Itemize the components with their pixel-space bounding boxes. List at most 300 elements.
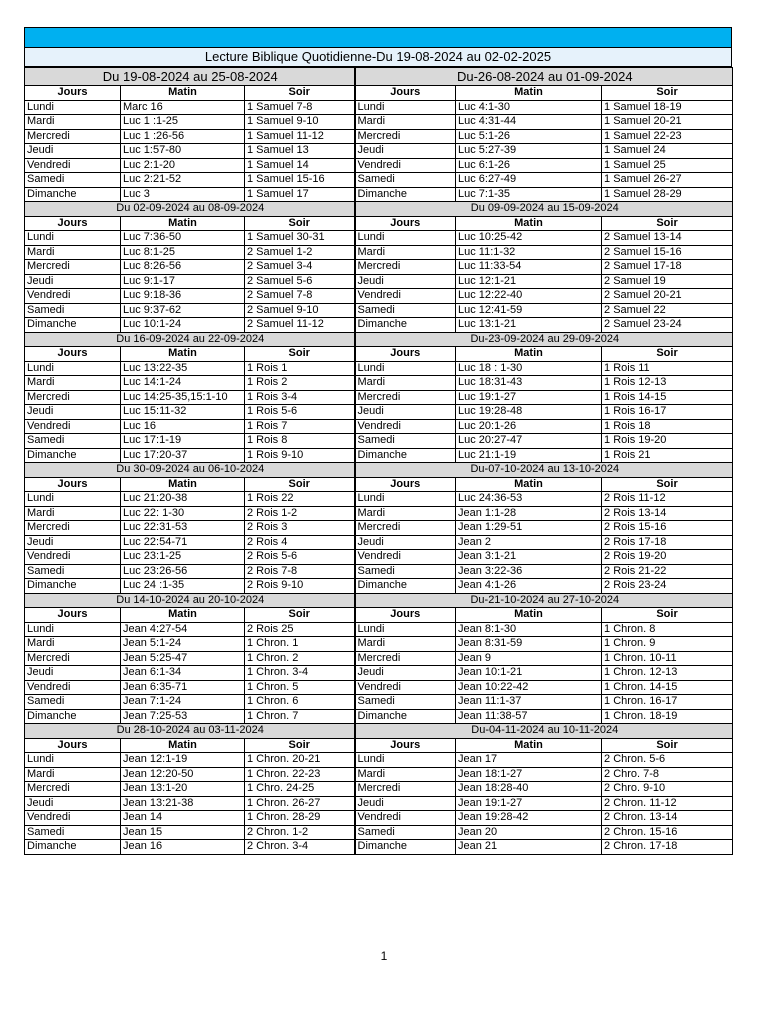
evening-reading-cell: 2 Rois 21-22 [602, 564, 733, 579]
table-row [25, 318, 733, 333]
evening-reading-cell: 1 Rois 9-10 [245, 448, 355, 463]
morning-reading-cell: Luc 13:22-35 [121, 361, 245, 376]
day-cell: Samedi [25, 434, 121, 449]
evening-reading-cell: 1 Chro. 24-25 [245, 782, 355, 797]
table-row [25, 129, 733, 144]
column-header-morning: Matin [456, 86, 602, 101]
day-cell: Samedi [25, 564, 121, 579]
evening-reading-cell: 1 Samuel 7-8 [245, 100, 355, 115]
evening-reading-cell: 1 Samuel 18-19 [602, 100, 733, 115]
day-cell: Samedi [355, 564, 456, 579]
day-cell: Lundi [25, 753, 121, 768]
evening-reading-cell: 1 Chron. 18-19 [602, 709, 733, 724]
morning-reading-cell: Luc 22:31-53 [121, 521, 245, 536]
morning-reading-cell: Marc 16 [121, 100, 245, 115]
table-row [25, 535, 733, 550]
day-cell: Vendredi [355, 419, 456, 434]
day-cell: Jeudi [25, 405, 121, 420]
evening-reading-cell: 2 Chro. 7-8 [602, 767, 733, 782]
column-header-days: Jours [25, 477, 121, 492]
morning-reading-cell: Luc 21:20-38 [121, 492, 245, 507]
column-header-evening: Soir [245, 477, 355, 492]
evening-reading-cell: 2 Samuel 11-12 [245, 318, 355, 333]
day-cell: Dimanche [355, 187, 456, 202]
schedule-table [24, 67, 733, 855]
evening-reading-cell: 2 Rois 4 [245, 535, 355, 550]
evening-reading-cell: 1 Rois 12-13 [602, 376, 733, 391]
morning-reading-cell: Jean 18:1-27 [456, 767, 602, 782]
morning-reading-cell: Luc 19:28-48 [456, 405, 602, 420]
table-row [25, 796, 733, 811]
day-cell: Dimanche [25, 318, 121, 333]
morning-reading-cell: Jean 12:20-50 [121, 767, 245, 782]
day-cell: Jeudi [25, 666, 121, 681]
day-cell: Jeudi [25, 274, 121, 289]
day-cell: Vendredi [355, 550, 456, 565]
evening-reading-cell: 1 Chron. 6 [245, 695, 355, 710]
morning-reading-cell: Jean 8:31-59 [456, 637, 602, 652]
morning-reading-cell: Luc 1:57-80 [121, 144, 245, 159]
column-header-row [25, 86, 733, 101]
day-cell: Lundi [25, 100, 121, 115]
day-cell: Mercredi [355, 782, 456, 797]
day-cell: Lundi [25, 622, 121, 637]
evening-reading-cell: 2 Rois 7-8 [245, 564, 355, 579]
column-header-days: Jours [355, 477, 456, 492]
day-cell: Jeudi [355, 144, 456, 159]
column-header-morning: Matin [121, 86, 245, 101]
day-cell: Mardi [25, 376, 121, 391]
morning-reading-cell: Luc 23:26-56 [121, 564, 245, 579]
morning-reading-cell: Luc 12:41-59 [456, 303, 602, 318]
table-row [25, 564, 733, 579]
evening-reading-cell: 2 Rois 25 [245, 622, 355, 637]
morning-reading-cell: Jean 2 [456, 535, 602, 550]
morning-reading-cell: Luc 5:1-26 [456, 129, 602, 144]
column-header-evening: Soir [602, 477, 733, 492]
morning-reading-cell: Jean 3:22-36 [456, 564, 602, 579]
morning-reading-cell: Jean 1:1-28 [456, 506, 602, 521]
morning-reading-cell: Jean 16 [121, 840, 245, 855]
day-cell: Vendredi [25, 419, 121, 434]
morning-reading-cell: Luc 1 :26-56 [121, 129, 245, 144]
evening-reading-cell: 1 Samuel 30-31 [245, 231, 355, 246]
column-header-row [25, 347, 733, 362]
morning-reading-cell: Jean 10:22-42 [456, 680, 602, 695]
week-range-label: Du-23-09-2024 au 29-09-2024 [355, 332, 733, 347]
morning-reading-cell: Jean 18:28-40 [456, 782, 602, 797]
table-row [25, 651, 733, 666]
evening-reading-cell: 1 Samuel 17 [245, 187, 355, 202]
column-header-evening: Soir [245, 216, 355, 231]
day-cell: Dimanche [355, 579, 456, 594]
week-range-label: Du 14-10-2024 au 20-10-2024 [25, 593, 355, 608]
evening-reading-cell: 1 Chron. 1 [245, 637, 355, 652]
table-row [25, 709, 733, 724]
day-cell: Mercredi [25, 390, 121, 405]
evening-reading-cell: 1 Chron. 28-29 [245, 811, 355, 826]
column-header-evening: Soir [602, 738, 733, 753]
evening-reading-cell: 2 Samuel 19 [602, 274, 733, 289]
column-header-morning: Matin [456, 347, 602, 362]
morning-reading-cell: Luc 22:54-71 [121, 535, 245, 550]
day-cell: Dimanche [25, 448, 121, 463]
evening-reading-cell: 1 Chron. 7 [245, 709, 355, 724]
morning-reading-cell: Luc 13:1-21 [456, 318, 602, 333]
morning-reading-cell: Jean 1:29-51 [456, 521, 602, 536]
table-row [25, 376, 733, 391]
evening-reading-cell: 2 Rois 5-6 [245, 550, 355, 565]
column-header-row [25, 477, 733, 492]
evening-reading-cell: 1 Rois 7 [245, 419, 355, 434]
morning-reading-cell: Luc 8:26-56 [121, 260, 245, 275]
column-header-evening: Soir [602, 608, 733, 623]
evening-reading-cell: 1 Chron. 2 [245, 651, 355, 666]
evening-reading-cell: 2 Chron. 1-2 [245, 825, 355, 840]
table-row [25, 100, 733, 115]
day-cell: Dimanche [355, 448, 456, 463]
day-cell: Jeudi [355, 535, 456, 550]
evening-reading-cell: 2 Samuel 3-4 [245, 260, 355, 275]
column-header-morning: Matin [456, 738, 602, 753]
day-cell: Vendredi [355, 289, 456, 304]
morning-reading-cell: Luc 10:25-42 [456, 231, 602, 246]
evening-reading-cell: 1 Samuel 28-29 [602, 187, 733, 202]
week-range-label: Du-04-11-2024 au 10-11-2024 [355, 724, 733, 739]
table-row [25, 492, 733, 507]
evening-reading-cell: 2 Rois 1-2 [245, 506, 355, 521]
day-cell: Jeudi [355, 796, 456, 811]
morning-reading-cell: Jean 7:25-53 [121, 709, 245, 724]
evening-reading-cell: 1 Chron. 8 [602, 622, 733, 637]
morning-reading-cell: Jean 11:1-37 [456, 695, 602, 710]
evening-reading-cell: 1 Rois 18 [602, 419, 733, 434]
evening-reading-cell: 1 Chron. 12-13 [602, 666, 733, 681]
column-header-morning: Matin [121, 738, 245, 753]
evening-reading-cell: 2 Samuel 17-18 [602, 260, 733, 275]
day-cell: Lundi [355, 753, 456, 768]
table-row [25, 782, 733, 797]
day-cell: Vendredi [25, 680, 121, 695]
column-header-row [25, 216, 733, 231]
evening-reading-cell: 2 Samuel 15-16 [602, 245, 733, 260]
morning-reading-cell: Luc 22: 1-30 [121, 506, 245, 521]
evening-reading-cell: 1 Rois 16-17 [602, 405, 733, 420]
morning-reading-cell: Jean 15 [121, 825, 245, 840]
morning-reading-cell: Luc 18:31-43 [456, 376, 602, 391]
day-cell: Mercredi [25, 782, 121, 797]
column-header-morning: Matin [456, 477, 602, 492]
week-range-label: Du-21-10-2024 au 27-10-2024 [355, 593, 733, 608]
evening-reading-cell: 1 Chron. 14-15 [602, 680, 733, 695]
column-header-morning: Matin [121, 347, 245, 362]
table-row [25, 753, 733, 768]
evening-reading-cell: 2 Chro. 9-10 [602, 782, 733, 797]
morning-reading-cell: Luc 20:27-47 [456, 434, 602, 449]
table-row [25, 158, 733, 173]
evening-reading-cell: 1 Rois 21 [602, 448, 733, 463]
column-header-evening: Soir [602, 347, 733, 362]
morning-reading-cell: Jean 5:1-24 [121, 637, 245, 652]
day-cell: Dimanche [355, 840, 456, 855]
week-range-row [25, 68, 733, 86]
morning-reading-cell: Jean 12:1-19 [121, 753, 245, 768]
day-cell: Jeudi [25, 796, 121, 811]
day-cell: Lundi [25, 231, 121, 246]
column-header-row [25, 608, 733, 623]
table-row [25, 825, 733, 840]
table-row [25, 767, 733, 782]
evening-reading-cell: 1 Samuel 9-10 [245, 115, 355, 130]
morning-reading-cell: Luc 23:1-25 [121, 550, 245, 565]
morning-reading-cell: Jean 3:1-21 [456, 550, 602, 565]
table-row [25, 187, 733, 202]
morning-reading-cell: Luc 24 :1-35 [121, 579, 245, 594]
evening-reading-cell: 1 Samuel 15-16 [245, 173, 355, 188]
column-header-days: Jours [355, 86, 456, 101]
week-range-label: Du-26-08-2024 au 01-09-2024 [355, 68, 733, 86]
table-row [25, 680, 733, 695]
table-row [25, 811, 733, 826]
evening-reading-cell: 2 Samuel 7-8 [245, 289, 355, 304]
evening-reading-cell: 1 Chron. 3-4 [245, 666, 355, 681]
week-range-label: Du 28-10-2024 au 03-11-2024 [25, 724, 355, 739]
day-cell: Mardi [25, 245, 121, 260]
day-cell: Mercredi [355, 260, 456, 275]
column-header-morning: Matin [121, 477, 245, 492]
evening-reading-cell: 2 Chron. 17-18 [602, 840, 733, 855]
day-cell: Mardi [355, 115, 456, 130]
evening-reading-cell: 1 Chron. 20-21 [245, 753, 355, 768]
evening-reading-cell: 1 Samuel 11-12 [245, 129, 355, 144]
morning-reading-cell: Luc 2:21-52 [121, 173, 245, 188]
column-header-evening: Soir [245, 86, 355, 101]
day-cell: Lundi [25, 492, 121, 507]
table-row [25, 666, 733, 681]
table-row [25, 622, 733, 637]
morning-reading-cell: Luc 6:27-49 [456, 173, 602, 188]
evening-reading-cell: 2 Rois 3 [245, 521, 355, 536]
evening-reading-cell: 1 Chron. 5 [245, 680, 355, 695]
morning-reading-cell: Jean 13:21-38 [121, 796, 245, 811]
morning-reading-cell: Jean 6:1-34 [121, 666, 245, 681]
column-header-days: Jours [355, 347, 456, 362]
day-cell: Samedi [355, 303, 456, 318]
morning-reading-cell: Luc 7:36-50 [121, 231, 245, 246]
morning-reading-cell: Luc 17:1-19 [121, 434, 245, 449]
evening-reading-cell: 2 Chron. 13-14 [602, 811, 733, 826]
evening-reading-cell: 1 Samuel 22-23 [602, 129, 733, 144]
evening-reading-cell: 1 Samuel 13 [245, 144, 355, 159]
week-range-row [25, 332, 733, 347]
morning-reading-cell: Luc 14:1-24 [121, 376, 245, 391]
morning-reading-cell: Luc 19:1-27 [456, 390, 602, 405]
evening-reading-cell: 2 Rois 23-24 [602, 579, 733, 594]
evening-reading-cell: 1 Chron. 22-23 [245, 767, 355, 782]
morning-reading-cell: Luc 9:37-62 [121, 303, 245, 318]
table-row [25, 550, 733, 565]
table-row [25, 448, 733, 463]
morning-reading-cell: Jean 6:35-71 [121, 680, 245, 695]
week-range-label: Du 02-09-2024 au 08-09-2024 [25, 202, 355, 217]
day-cell: Lundi [355, 231, 456, 246]
evening-reading-cell: 1 Rois 5-6 [245, 405, 355, 420]
column-header-days: Jours [25, 86, 121, 101]
day-cell: Mardi [355, 245, 456, 260]
evening-reading-cell: 2 Samuel 5-6 [245, 274, 355, 289]
day-cell: Dimanche [25, 709, 121, 724]
week-range-label: Du 09-09-2024 au 15-09-2024 [355, 202, 733, 217]
day-cell: Mercredi [355, 129, 456, 144]
table-row [25, 419, 733, 434]
day-cell: Lundi [355, 492, 456, 507]
day-cell: Dimanche [25, 187, 121, 202]
week-range-label: Du-07-10-2024 au 13-10-2024 [355, 463, 733, 478]
table-row [25, 274, 733, 289]
morning-reading-cell: Luc 9:18-36 [121, 289, 245, 304]
table-row [25, 521, 733, 536]
table-row [25, 289, 733, 304]
week-range-row [25, 463, 733, 478]
evening-reading-cell: 2 Rois 9-10 [245, 579, 355, 594]
day-cell: Samedi [25, 825, 121, 840]
morning-reading-cell: Luc 16 [121, 419, 245, 434]
evening-reading-cell: 2 Chron. 11-12 [602, 796, 733, 811]
day-cell: Mercredi [355, 651, 456, 666]
day-cell: Samedi [25, 173, 121, 188]
column-header-days: Jours [355, 608, 456, 623]
day-cell: Samedi [355, 173, 456, 188]
column-header-morning: Matin [456, 216, 602, 231]
day-cell: Mardi [25, 506, 121, 521]
evening-reading-cell: 1 Samuel 24 [602, 144, 733, 159]
day-cell: Mercredi [25, 651, 121, 666]
table-row [25, 390, 733, 405]
table-row [25, 115, 733, 130]
evening-reading-cell: 1 Chron. 26-27 [245, 796, 355, 811]
evening-reading-cell: 1 Chron. 10-11 [602, 651, 733, 666]
table-row [25, 579, 733, 594]
morning-reading-cell: Luc 4:1-30 [456, 100, 602, 115]
morning-reading-cell: Luc 21:1-19 [456, 448, 602, 463]
morning-reading-cell: Luc 15:11-32 [121, 405, 245, 420]
column-header-morning: Matin [121, 608, 245, 623]
day-cell: Vendredi [25, 811, 121, 826]
day-cell: Lundi [355, 100, 456, 115]
day-cell: Mercredi [25, 521, 121, 536]
evening-reading-cell: 2 Chron. 5-6 [602, 753, 733, 768]
day-cell: Mardi [25, 767, 121, 782]
day-cell: Vendredi [25, 289, 121, 304]
day-cell: Vendredi [25, 158, 121, 173]
morning-reading-cell: Luc 18 : 1-30 [456, 361, 602, 376]
morning-reading-cell: Luc 14:25-35,15:1-10 [121, 390, 245, 405]
morning-reading-cell: Jean 21 [456, 840, 602, 855]
day-cell: Mardi [355, 767, 456, 782]
evening-reading-cell: 2 Samuel 20-21 [602, 289, 733, 304]
table-row [25, 231, 733, 246]
morning-reading-cell: Luc 11:1-32 [456, 245, 602, 260]
day-cell: Dimanche [355, 318, 456, 333]
day-cell: Samedi [355, 434, 456, 449]
evening-reading-cell: 1 Rois 22 [245, 492, 355, 507]
day-cell: Lundi [355, 622, 456, 637]
day-cell: Samedi [355, 825, 456, 840]
evening-reading-cell: 2 Rois 19-20 [602, 550, 733, 565]
week-range-row [25, 724, 733, 739]
column-header-days: Jours [355, 216, 456, 231]
column-header-days: Jours [355, 738, 456, 753]
morning-reading-cell: Jean 4:1-26 [456, 579, 602, 594]
day-cell: Samedi [25, 695, 121, 710]
week-range-row [25, 593, 733, 608]
table-row [25, 144, 733, 159]
table-row [25, 434, 733, 449]
header-color-bar [24, 27, 732, 48]
column-header-evening: Soir [245, 608, 355, 623]
day-cell: Jeudi [355, 405, 456, 420]
evening-reading-cell: 2 Samuel 9-10 [245, 303, 355, 318]
day-cell: Mercredi [355, 521, 456, 536]
day-cell: Lundi [25, 361, 121, 376]
morning-reading-cell: Luc 20:1-26 [456, 419, 602, 434]
week-range-row [25, 202, 733, 217]
day-cell: Dimanche [25, 840, 121, 855]
column-header-evening: Soir [602, 86, 733, 101]
evening-reading-cell: 2 Chron. 3-4 [245, 840, 355, 855]
table-row [25, 260, 733, 275]
column-header-morning: Matin [456, 608, 602, 623]
morning-reading-cell: Jean 14 [121, 811, 245, 826]
morning-reading-cell: Jean 9 [456, 651, 602, 666]
morning-reading-cell: Jean 10:1-21 [456, 666, 602, 681]
day-cell: Vendredi [355, 680, 456, 695]
evening-reading-cell: 2 Samuel 1-2 [245, 245, 355, 260]
morning-reading-cell: Luc 6:1-26 [456, 158, 602, 173]
week-range-label: Du 30-09-2024 au 06-10-2024 [25, 463, 355, 478]
evening-reading-cell: 2 Rois 11-12 [602, 492, 733, 507]
day-cell: Mercredi [25, 129, 121, 144]
morning-reading-cell: Luc 11:33-54 [456, 260, 602, 275]
morning-reading-cell: Jean 7:1-24 [121, 695, 245, 710]
day-cell: Vendredi [25, 550, 121, 565]
morning-reading-cell: Luc 8:1-25 [121, 245, 245, 260]
morning-reading-cell: Luc 5:27-39 [456, 144, 602, 159]
column-header-evening: Soir [245, 738, 355, 753]
table-row [25, 840, 733, 855]
morning-reading-cell: Luc 3 [121, 187, 245, 202]
day-cell: Mardi [355, 506, 456, 521]
evening-reading-cell: 1 Rois 8 [245, 434, 355, 449]
evening-reading-cell: 1 Chron. 9 [602, 637, 733, 652]
column-header-days: Jours [25, 216, 121, 231]
evening-reading-cell: 1 Rois 3-4 [245, 390, 355, 405]
table-row [25, 506, 733, 521]
evening-reading-cell: 1 Samuel 26-27 [602, 173, 733, 188]
column-header-days: Jours [25, 738, 121, 753]
morning-reading-cell: Luc 4:31-44 [456, 115, 602, 130]
table-row [25, 695, 733, 710]
table-row [25, 361, 733, 376]
day-cell: Vendredi [355, 811, 456, 826]
morning-reading-cell: Jean 19:1-27 [456, 796, 602, 811]
evening-reading-cell: 1 Samuel 14 [245, 158, 355, 173]
day-cell: Vendredi [355, 158, 456, 173]
morning-reading-cell: Jean 11:38-57 [456, 709, 602, 724]
column-header-row [25, 738, 733, 753]
evening-reading-cell: 1 Samuel 25 [602, 158, 733, 173]
day-cell: Lundi [355, 361, 456, 376]
